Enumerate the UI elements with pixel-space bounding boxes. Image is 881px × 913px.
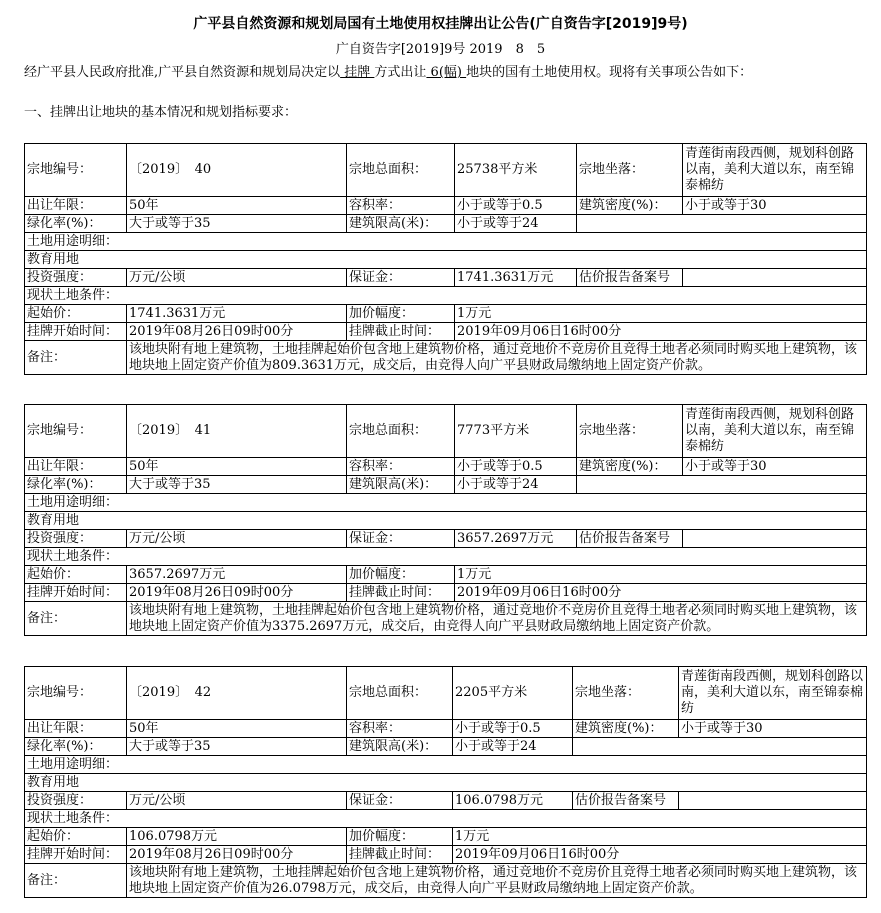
intro-paragraph: [24, 64, 752, 82]
label-deposit: 保证金：: [347, 530, 455, 548]
label-use-detail: 土地用途明细：: [25, 494, 867, 512]
label-appraisal: 估价报告备案号: [577, 530, 683, 548]
value-invest: 万元/公顷: [127, 792, 347, 810]
value-term: 50年: [127, 197, 347, 215]
section-heading: 一、挂牌出让地块的基本情况和规划指标要求：: [24, 105, 298, 120]
label-deposit: 保证金：: [347, 269, 455, 287]
intro-before: 经广平县人民政府批准,广平县自然资源和规划局决定以: [24, 65, 341, 80]
label-listing-end: 挂牌截止时间：: [347, 584, 455, 602]
value-height: 小于或等于24: [455, 215, 577, 233]
label-total-area: 宗地总面积：: [347, 667, 453, 720]
value-deposit: 3657.2697万元: [455, 530, 577, 548]
parcel-table: [24, 666, 867, 898]
label-location: 宗地坐落：: [577, 405, 683, 458]
value-parcel-no: 〔2019〕 41: [127, 405, 347, 458]
label-increment: 加价幅度：: [347, 566, 455, 584]
value-density: 小于或等于30: [683, 458, 867, 476]
document-number: 广自资告字[2019]9号 2019 8 5: [335, 42, 546, 57]
value-density: 小于或等于30: [683, 197, 867, 215]
label-green: 绿化率(%)：: [25, 476, 127, 494]
value-start-price: 3657.2697万元: [127, 566, 347, 584]
label-location: 宗地坐落：: [577, 144, 683, 197]
label-total-area: 宗地总面积：: [347, 144, 455, 197]
label-parcel-no: 宗地编号：: [25, 667, 127, 720]
value-location: 青莲街南段西侧，规划科创路以南，美利大道以东，南至锦泰棉纺: [683, 405, 867, 458]
label-term: 出让年限：: [25, 197, 127, 215]
value-remark: 该地块附有地上建筑物，土地挂牌起始价包含地上建筑物价格，通过竞地价不竞房价且竞得土地者必须同时购买地上建筑物，该地块地上固定资产价值为809.3631万元，成交后，由竞得人向广平县财政局缴纳地上固定资产价款。: [127, 341, 867, 375]
label-height: 建筑限高(米)：: [347, 476, 455, 494]
value-location: 青莲街南段西侧，规划科创路以南，美利大道以东，南至锦泰棉纺: [679, 667, 867, 720]
label-far: 容积率：: [347, 458, 455, 476]
value-start-price: 1741.3631万元: [127, 305, 347, 323]
parcel-table: [24, 404, 867, 636]
label-invest: 投资强度：: [25, 792, 127, 810]
label-increment: 加价幅度：: [347, 305, 455, 323]
value-remark: 该地块附有地上建筑物，土地挂牌起始价包含地上建筑物价格，通过竞地价不竞房价且竞得土地者必须同时购买地上建筑物，该地块地上固定资产价值为3375.2697万元，成交后，由竞得人向广平县财政局缴纳地上固定资产价款。: [127, 602, 867, 636]
label-parcel-no: 宗地编号：: [25, 405, 127, 458]
label-density: 建筑密度(%)：: [573, 720, 679, 738]
value-location: 青莲街南段西侧，规划科创路以南，美利大道以东，南至锦泰棉纺: [683, 144, 867, 197]
label-term: 出让年限：: [25, 720, 127, 738]
value-deposit: 106.0798万元: [453, 792, 573, 810]
label-listing-start: 挂牌开始时间：: [25, 846, 127, 864]
value-use: 教育用地: [25, 774, 867, 792]
label-condition: 现状土地条件：: [25, 548, 867, 566]
label-green: 绿化率(%)：: [25, 738, 127, 756]
label-increment: 加价幅度：: [347, 828, 453, 846]
intro-after: 地块的国有土地使用权。现将有关事项公告如下：: [466, 65, 753, 80]
label-invest: 投资强度：: [25, 530, 127, 548]
label-condition: 现状土地条件：: [25, 810, 867, 828]
value-parcel-no: 〔2019〕 42: [127, 667, 347, 720]
page-title: 广平县自然资源和规划局国有土地使用权挂牌出让公告(广自资告字[2019]9号): [193, 16, 688, 32]
value-parcel-no: 〔2019〕 40: [127, 144, 347, 197]
label-remark: 备注：: [25, 602, 127, 636]
label-use-detail: 土地用途明细：: [25, 233, 867, 251]
value-green: 大于或等于35: [127, 738, 347, 756]
label-remark: 备注：: [25, 341, 127, 375]
value-green: 大于或等于35: [127, 215, 347, 233]
value-density: 小于或等于30: [679, 720, 867, 738]
value-appraisal: [683, 530, 867, 548]
label-remark: 备注：: [25, 864, 127, 898]
label-start-price: 起始价：: [25, 305, 127, 323]
value-increment: 1万元: [455, 305, 867, 323]
label-listing-end: 挂牌截止时间：: [347, 846, 453, 864]
label-term: 出让年限：: [25, 458, 127, 476]
intro-method: 挂牌: [340, 65, 375, 80]
label-start-price: 起始价：: [25, 566, 127, 584]
value-appraisal: [683, 269, 867, 287]
value-listing-start: 2019年08月26日09时00分: [127, 846, 347, 864]
value-increment: 1万元: [455, 566, 867, 584]
value-term: 50年: [127, 458, 347, 476]
label-listing-start: 挂牌开始时间：: [25, 584, 127, 602]
value-term: 50年: [127, 720, 347, 738]
intro-count: 6(幅): [426, 65, 467, 80]
value-listing-end: 2019年09月06日16时00分: [455, 323, 867, 341]
value-height: 小于或等于24: [455, 476, 577, 494]
value-deposit: 1741.3631万元: [455, 269, 577, 287]
label-appraisal: 估价报告备案号: [573, 792, 679, 810]
label-use-detail: 土地用途明细：: [25, 756, 867, 774]
value-use: 教育用地: [25, 251, 867, 269]
value-remark: 该地块附有地上建筑物，土地挂牌起始价包含地上建筑物价格，通过竞地价不竞房价且竞得土地者必须同时购买地上建筑物，该地块地上固定资产价值为26.0798万元，成交后，由竞得人向广平县财政局缴纳地上固定资产价款。: [127, 864, 867, 898]
value-listing-start: 2019年08月26日09时00分: [127, 323, 347, 341]
value-total-area: 25738平方米: [455, 144, 577, 197]
label-appraisal: 估价报告备案号: [577, 269, 683, 287]
label-listing-start: 挂牌开始时间：: [25, 323, 127, 341]
value-total-area: 7773平方米: [455, 405, 577, 458]
label-height: 建筑限高(米)：: [347, 738, 453, 756]
value-listing-start: 2019年08月26日09时00分: [127, 584, 347, 602]
value-far: 小于或等于0.5: [455, 458, 577, 476]
value-use: 教育用地: [25, 512, 867, 530]
value-listing-end: 2019年09月06日16时00分: [455, 584, 867, 602]
value-appraisal: [679, 792, 867, 810]
value-green: 大于或等于35: [127, 476, 347, 494]
label-density: 建筑密度(%)：: [577, 197, 683, 215]
intro-middle: 方式出让: [374, 65, 427, 80]
label-far: 容积率：: [347, 720, 453, 738]
label-parcel-no: 宗地编号：: [25, 144, 127, 197]
value-increment: 1万元: [453, 828, 867, 846]
label-height: 建筑限高(米)：: [347, 215, 455, 233]
value-start-price: 106.0798万元: [127, 828, 347, 846]
empty-cell: [573, 738, 867, 756]
empty-cell: [577, 476, 867, 494]
value-total-area: 2205平方米: [453, 667, 573, 720]
value-height: 小于或等于24: [453, 738, 573, 756]
parcel-table: [24, 143, 867, 375]
value-far: 小于或等于0.5: [455, 197, 577, 215]
label-deposit: 保证金：: [347, 792, 453, 810]
value-far: 小于或等于0.5: [453, 720, 573, 738]
label-listing-end: 挂牌截止时间：: [347, 323, 455, 341]
label-total-area: 宗地总面积：: [347, 405, 455, 458]
label-density: 建筑密度(%)：: [577, 458, 683, 476]
label-start-price: 起始价：: [25, 828, 127, 846]
value-invest: 万元/公顷: [127, 269, 347, 287]
label-location: 宗地坐落：: [573, 667, 679, 720]
label-far: 容积率：: [347, 197, 455, 215]
value-listing-end: 2019年09月06日16时00分: [453, 846, 867, 864]
label-condition: 现状土地条件：: [25, 287, 867, 305]
empty-cell: [577, 215, 867, 233]
label-invest: 投资强度：: [25, 269, 127, 287]
label-green: 绿化率(%)：: [25, 215, 127, 233]
value-invest: 万元/公顷: [127, 530, 347, 548]
